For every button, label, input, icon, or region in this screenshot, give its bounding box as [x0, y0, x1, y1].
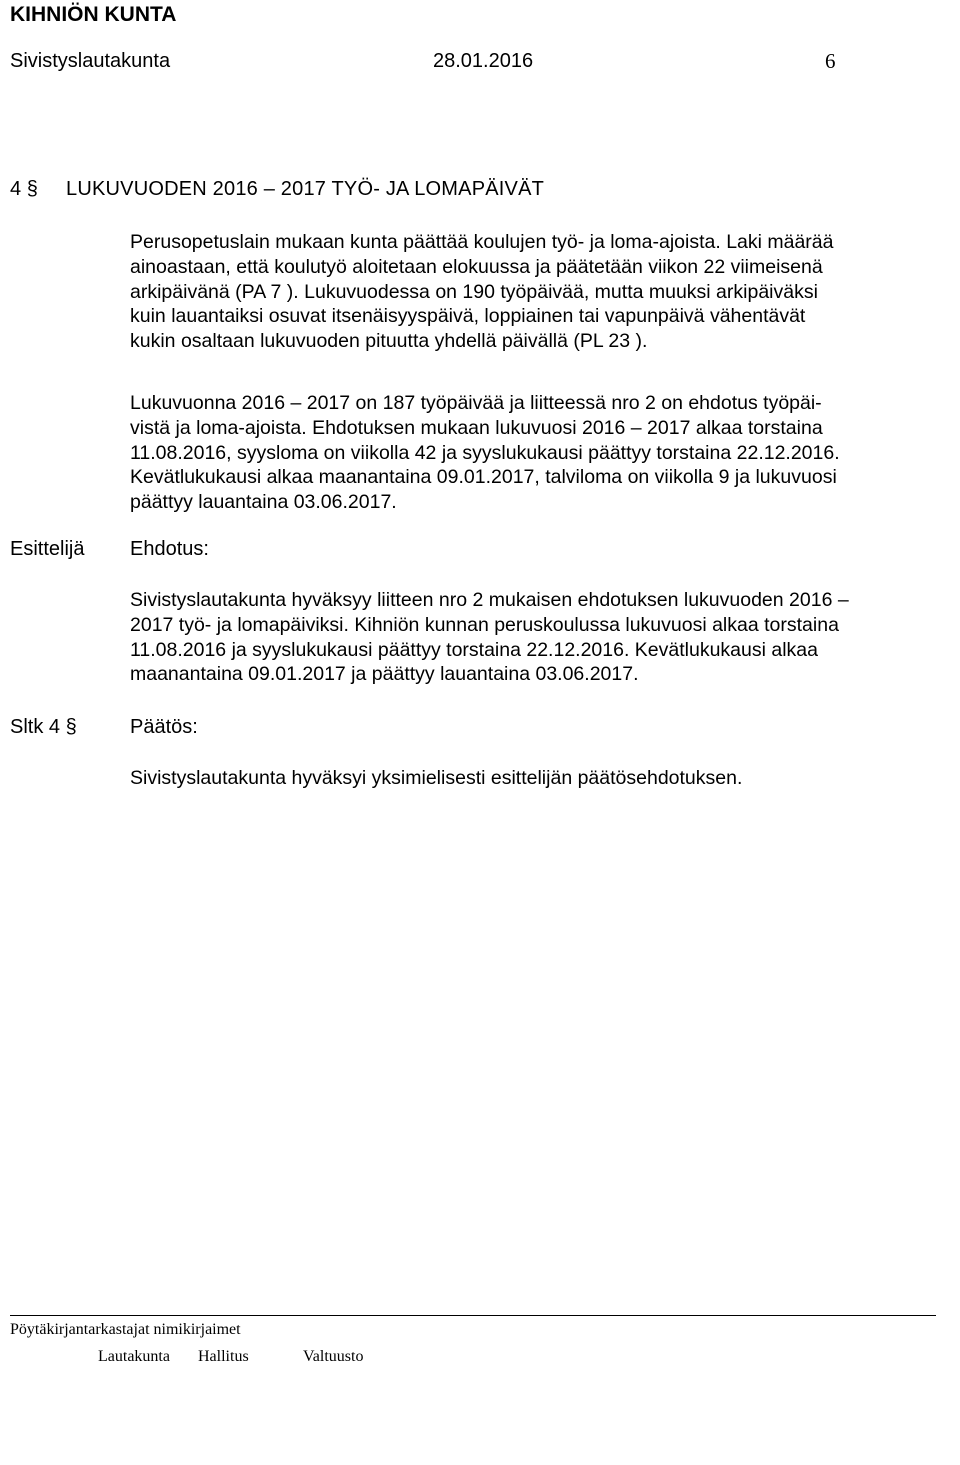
- paragraph-line: Lukuvuonna 2016 – 2017 on 187 työpäivää ja liitteessä nro 2 on ehdotus työpäi-: [130, 392, 822, 414]
- footer-divider: [10, 1315, 936, 1316]
- section-sign-icon: §: [26, 178, 38, 200]
- proposal-line: Sivistyslautakunta hyväksyy liitteen nro 2 mukaisen ehdotuksen lukuvuoden 2016 –: [130, 589, 849, 611]
- paragraph-school-year: [130, 391, 960, 515]
- proposal-line: maanantaina 09.01.2017 ja päättyy lauantaina 03.06.2017.: [130, 663, 639, 686]
- paragraph-line: 11.08.2016, syysloma on viikolla 42 ja syyslukukausi päättyy torstaina 22.12.2016.: [130, 441, 840, 464]
- paragraph-line: Perusopetuslain mukaan kunta päättää koulujen työ- ja loma-ajoista. Laki määrää: [130, 231, 834, 253]
- decision-label: Päätös:: [130, 716, 198, 738]
- footer-title: Pöytäkirjantarkastajat nimikirjaimet: [10, 1321, 241, 1338]
- paragraph-line: Kevätlukukausi alkaa maanantaina 09.01.2017, talviloma on viikolla 9 ja lukuvuosi: [130, 466, 837, 489]
- proposal-line: 2017 työ- ja lomapäiviksi. Kihniön kunnan peruskoulussa lukuvuosi alkaa torstaina: [130, 613, 839, 636]
- section-number-value: 4: [10, 178, 27, 200]
- section-number: [10, 178, 38, 201]
- decision-reference: [10, 716, 77, 739]
- paragraph-line: vistä ja loma-ajoista. Ehdotuksen mukaan lukuvuosi 2016 – 2017 alkaa torstaina: [130, 416, 823, 439]
- meeting-date: 28.01.2016: [433, 50, 534, 72]
- paragraph-line: ainoastaan, että koulutyö aloitetaan elokuussa ja päätetään viikon 22 viimeisenä: [130, 255, 823, 278]
- decision-text: [130, 766, 960, 791]
- decision-line: Sivistyslautakunta hyväksyi yksimielisesti esittelijän päätösehdotuksen.: [130, 767, 743, 789]
- footer-column-council: Valtuusto: [303, 1348, 364, 1365]
- proposal-line: 11.08.2016 ja syyslukukausi päättyy torstaina 22.12.2016. Kevätlukukausi alkaa: [130, 638, 818, 661]
- paragraph-line: päättyy lauantaina 03.06.2017.: [130, 491, 397, 514]
- decision-reference-value: Sltk 4: [10, 716, 66, 738]
- footer-column-board: Lautakunta: [98, 1348, 170, 1365]
- footer-column-government: Hallitus: [198, 1348, 249, 1365]
- organization-name: KIHNIÖN KUNTA: [10, 3, 177, 26]
- section-sign-icon: §: [65, 716, 77, 738]
- body-name: Sivistyslautakunta: [10, 50, 171, 72]
- paragraph-line: arkipäivänä (PA 7 ). Lukuvuodessa on 190 työpäivää, mutta muuksi arkipäiväksi: [130, 280, 818, 303]
- page-number: 6: [825, 49, 836, 73]
- paragraph-line: kuin lauantaiksi osuvat itsenäisyyspäivä, loppiainen tai vapunpäivä vähentävät: [130, 305, 806, 328]
- proposal-label: Ehdotus:: [130, 538, 209, 560]
- section-title: LUKUVUODEN 2016 – 2017 TYÖ- JA LOMAPÄIVÄT: [66, 178, 545, 200]
- paragraph-legal-basis: [130, 230, 960, 354]
- proposal-text: [130, 588, 960, 687]
- presenter-label: Esittelijä: [10, 538, 85, 560]
- paragraph-line: kukin osaltaan lukuvuoden pituutta yhdellä päivällä (PL 23 ).: [130, 330, 648, 353]
